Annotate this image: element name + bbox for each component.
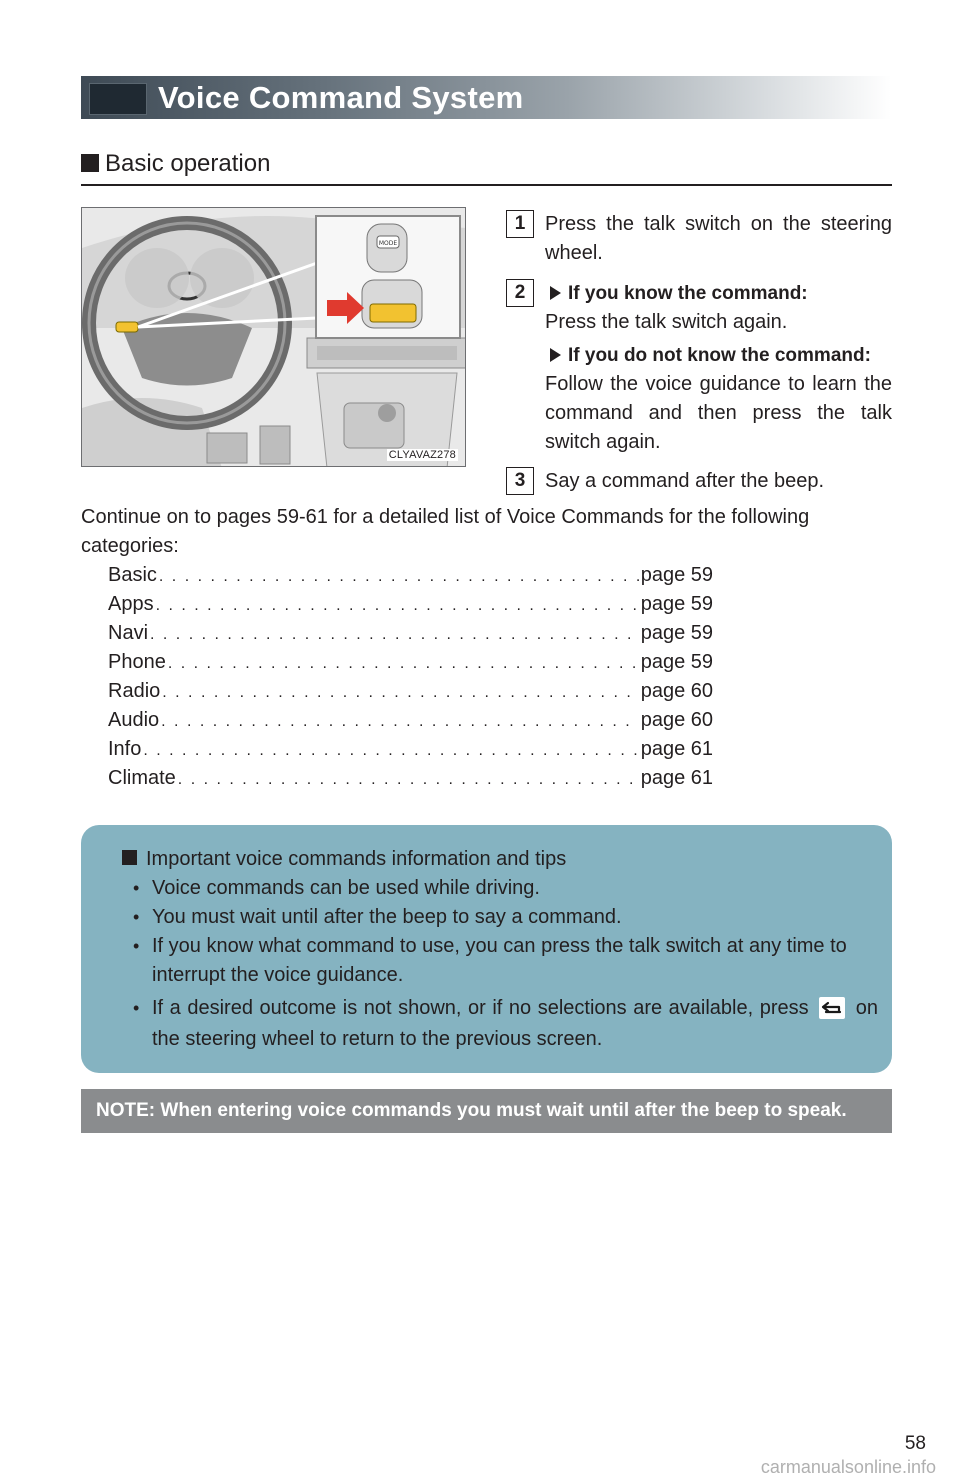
tips-list [122,874,878,1055]
category-row-phone[interactable]: Phone . . . page 59 [108,648,713,677]
step-number-3: 3 [506,467,534,495]
watermark: carmanualsonline.info [760,1457,936,1477]
page-number: 58 [904,1433,926,1454]
page-reference[interactable]: page 59 [640,651,713,673]
page-title: Voice Command System [158,80,524,115]
tip-item: • You must wait until after the beep to say a command. [122,903,878,932]
tips-box [81,825,892,1073]
category-row-info[interactable]: Info . . . page 61 [108,735,713,764]
step-1-text: Press the talk switch on the steering wheel. [545,213,892,264]
category-row-navi[interactable]: Navi . . . page 59 [108,619,713,648]
category-row-audio[interactable]: Audio . . . page 60 [108,706,713,735]
triangle-bullet-icon [550,348,561,362]
page-reference[interactable]: page 60 [640,709,713,731]
category-row-radio[interactable]: Radio . . . page 60 [108,677,713,706]
back-arrow-icon [819,997,845,1019]
category-row-climate[interactable]: Climate . . . page 61 [108,764,713,793]
page-reference[interactable]: page 59 [640,564,713,586]
tip-item: • If a desired outcome is not shown, or if no selections are available, press on the steering wheel to return to the previous screen. [122,993,878,1055]
section-heading-text: Basic operation [105,150,271,177]
section-heading [81,148,892,186]
tip-item: • If you know what command to use, you can press the talk switch at any time to interrupt the voice guidance. [122,932,878,990]
step-2-known-heading: If you know the command: [550,279,892,308]
page-reference[interactable]: page 59 [640,622,713,644]
step-2-known-text: Press the talk switch again. [545,311,788,333]
step-number-1: 1 [506,210,534,238]
tips-heading: Important voice commands information and tips [122,845,878,874]
step-3-text: Say a command after the beep. [545,470,825,492]
tip-item: • Voice commands can be used while driving. [122,874,878,903]
svg-text:MODE: MODE [378,240,398,247]
note-bar: NOTE: When entering voice commands you must wait until after the beep to speak. [81,1089,892,1133]
page-reference[interactable]: page 60 [640,680,713,702]
category-row-basic[interactable]: Basic . . . page 59 [108,561,713,590]
banner-chip-decoration [89,83,147,115]
page-reference[interactable]: page 59 [640,593,713,615]
page-reference[interactable]: page 61 [640,738,713,760]
page-reference[interactable]: page 61 [640,767,713,789]
steering-wheel-illustration [81,207,466,467]
step-2-unknown-heading: If you do not know the command: [550,341,892,370]
illustration-code: CLYAVAZ278 [388,449,456,461]
square-bullet-icon [122,850,137,865]
triangle-bullet-icon [550,286,561,300]
step-2-unknown-text: Follow the voice guidance to learn the command and then press the talk switch again. [545,373,892,453]
cockpit-drawing [82,208,466,467]
categories-intro: Continue on to pages 59-61 for a detailed list of Voice Commands for the following categories: [81,506,810,557]
step-number-2: 2 [506,279,534,307]
category-row-apps[interactable]: Apps . . . page 59 [108,590,713,619]
category-list [108,561,713,793]
square-bullet-icon [81,154,99,172]
